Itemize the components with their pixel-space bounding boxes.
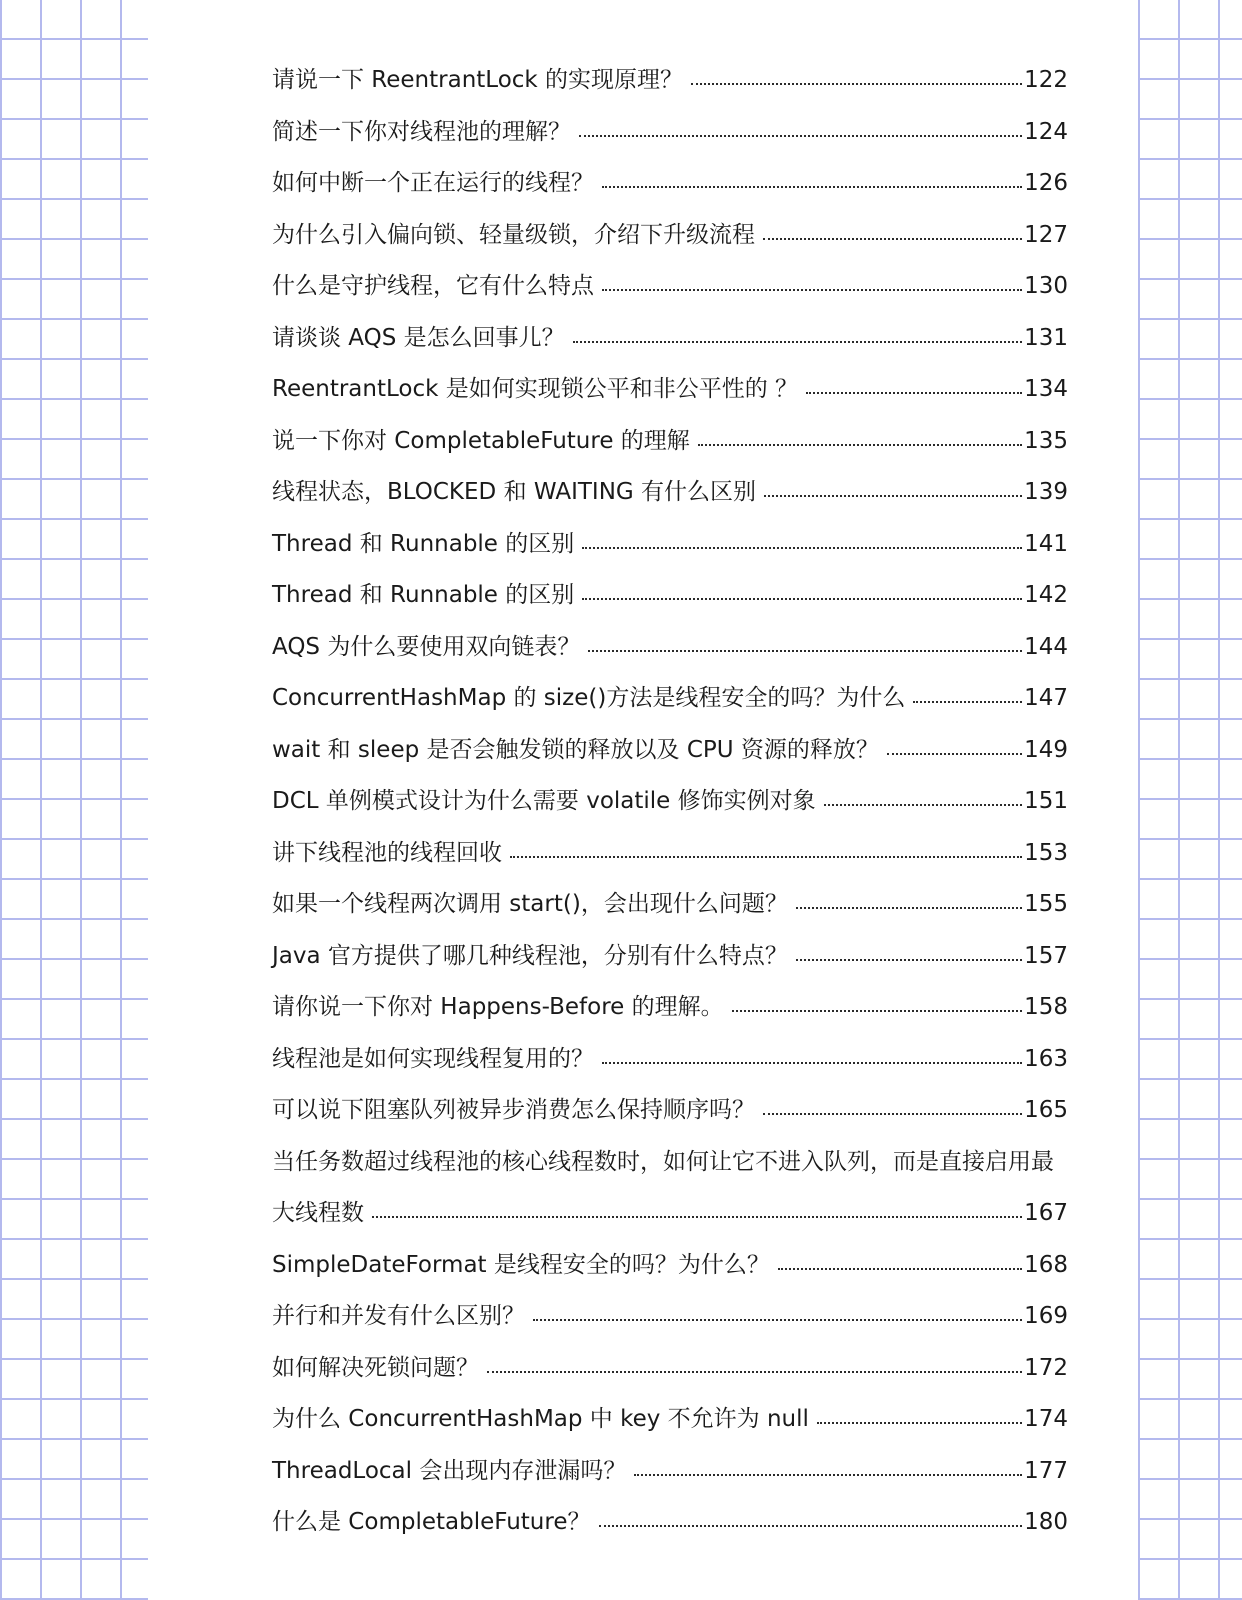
toc-entry-page-number: 134 xyxy=(1024,376,1068,402)
toc-dot-leader xyxy=(763,1113,1022,1115)
toc-entry-wrapped-line2[interactable] xyxy=(272,1188,1068,1240)
toc-entry-title: wait 和 sleep 是否会触发锁的释放以及 CPU 资源的释放？ xyxy=(272,736,879,763)
toc-entry-title: 如果一个线程两次调用 start()，会出现什么问题？ xyxy=(272,891,788,917)
toc-entry-title: 讲下线程池的线程回收 xyxy=(272,839,502,866)
toc-entry[interactable] xyxy=(272,158,1068,210)
toc-dot-leader xyxy=(582,598,1022,600)
toc-entry-page-number: 124 xyxy=(1024,118,1068,145)
toc-entry-title: 请你说一下你对 Happens-Before 的理解。 xyxy=(272,994,724,1020)
toc-entry-page-number: 168 xyxy=(1024,1251,1068,1278)
toc-dot-leader xyxy=(806,392,1022,394)
toc-dot-leader xyxy=(582,547,1022,549)
toc-dot-leader xyxy=(817,1422,1022,1424)
toc-entry-title: 请说一下 ReentrantLock 的实现原理？ xyxy=(272,67,684,93)
toc-entry-page-number: 122 xyxy=(1024,67,1068,93)
table-of-contents xyxy=(272,55,1068,1549)
toc-entry-page-number: 127 xyxy=(1024,221,1068,248)
toc-dot-leader xyxy=(487,1371,1022,1373)
toc-entry[interactable] xyxy=(272,828,1068,880)
toc-entry[interactable] xyxy=(272,776,1068,828)
toc-dot-leader xyxy=(796,959,1022,961)
toc-entry-title: 大线程数 xyxy=(272,1200,364,1226)
toc-entry-title: 请谈谈 AQS 是怎么回事儿？ xyxy=(272,324,565,351)
toc-entry[interactable] xyxy=(272,210,1068,262)
toc-entry-page-number: 149 xyxy=(1024,736,1068,763)
toc-entry-title: 说一下你对 CompletableFuture 的理解 xyxy=(272,427,690,454)
toc-entry-page-number: 157 xyxy=(1024,942,1068,969)
toc-entry[interactable] xyxy=(272,1240,1068,1292)
toc-dot-leader xyxy=(732,1010,1022,1012)
toc-entry[interactable] xyxy=(272,467,1068,519)
toc-entry-page-number: 141 xyxy=(1024,530,1068,557)
toc-dot-leader xyxy=(372,1216,1022,1218)
toc-entry[interactable] xyxy=(272,982,1068,1034)
toc-entry-page-number: 172 xyxy=(1024,1354,1068,1381)
toc-entry[interactable] xyxy=(272,1291,1068,1343)
toc-entry[interactable] xyxy=(272,1446,1068,1498)
toc-entry-title: 简述一下你对线程池的理解？ xyxy=(272,118,571,145)
toc-dot-leader xyxy=(691,83,1022,85)
toc-dot-leader xyxy=(764,495,1022,497)
toc-entry-title: ReentrantLock 是如何实现锁公平和非公平性的 ？ xyxy=(272,376,799,402)
toc-dot-leader xyxy=(913,701,1022,703)
toc-entry-title: 如何解决死锁问题？ xyxy=(272,1354,479,1381)
toc-entry-wrapped-line1[interactable]: 当任务数超过线程池的核心线程数时，如何让它不进入队列，而是直接启用最 xyxy=(272,1148,1054,1175)
document-page xyxy=(148,0,1138,1600)
toc-entry[interactable] xyxy=(272,1343,1068,1395)
toc-entry[interactable] xyxy=(272,261,1068,313)
toc-entry[interactable] xyxy=(272,1497,1068,1549)
toc-entry[interactable] xyxy=(272,622,1068,674)
toc-dot-leader xyxy=(579,135,1022,137)
toc-entry-page-number: 126 xyxy=(1024,170,1068,196)
toc-entry[interactable] xyxy=(272,416,1068,468)
toc-dot-leader xyxy=(887,753,1022,755)
toc-entry-page-number: 151 xyxy=(1024,788,1068,814)
toc-dot-leader xyxy=(510,856,1022,858)
toc-dot-leader xyxy=(602,1062,1022,1064)
toc-entry-page-number: 163 xyxy=(1024,1045,1068,1072)
left-grid-margin xyxy=(0,0,148,1600)
toc-dot-leader xyxy=(698,444,1022,446)
toc-dot-leader xyxy=(533,1319,1022,1321)
toc-entry[interactable] xyxy=(272,570,1068,622)
toc-entry-title: SimpleDateFormat 是线程安全的吗？为什么？ xyxy=(272,1251,770,1278)
toc-dot-leader xyxy=(588,650,1022,652)
toc-entry-page-number: 177 xyxy=(1024,1457,1068,1484)
toc-entry-title: ThreadLocal 会出现内存泄漏吗？ xyxy=(272,1457,627,1484)
toc-entry-page-number: 130 xyxy=(1024,273,1068,299)
toc-entry-title: 线程池是如何实现线程复用的？ xyxy=(272,1045,594,1072)
toc-entry-title: 并行和并发有什么区别？ xyxy=(272,1303,525,1329)
toc-entry-title: 可以说下阻塞队列被异步消费怎么保持顺序吗？ xyxy=(272,1097,755,1123)
toc-entry-title: 如何中断一个正在运行的线程？ xyxy=(272,170,594,196)
toc-entry-title: 线程状态，BLOCKED 和 WAITING 有什么区别 xyxy=(272,479,757,505)
toc-entry[interactable] xyxy=(272,519,1068,571)
toc-entry-page-number: 167 xyxy=(1024,1200,1068,1226)
toc-entry-page-number: 147 xyxy=(1024,685,1068,711)
toc-entry[interactable] xyxy=(272,673,1068,725)
toc-dot-leader xyxy=(824,804,1022,806)
toc-entry[interactable] xyxy=(272,1034,1068,1086)
toc-entry-page-number: 153 xyxy=(1024,839,1068,866)
toc-entry-title: Java 官方提供了哪几种线程池，分别有什么特点？ xyxy=(272,942,788,969)
toc-entry-page-number: 158 xyxy=(1024,994,1068,1020)
toc-dot-leader xyxy=(602,186,1022,188)
toc-entry[interactable] xyxy=(272,1394,1068,1446)
toc-entry-title: AQS 为什么要使用双向链表？ xyxy=(272,633,581,660)
toc-entry[interactable] xyxy=(272,107,1068,159)
toc-dot-leader xyxy=(602,289,1022,291)
toc-entry-page-number: 155 xyxy=(1024,891,1068,917)
toc-dot-leader xyxy=(599,1525,1023,1527)
toc-dot-leader xyxy=(573,341,1022,343)
toc-entry-page-number: 169 xyxy=(1024,1303,1068,1329)
toc-entry-title: DCL 单例模式设计为什么需要 volatile 修饰实例对象 xyxy=(272,788,816,814)
toc-entry-title: 什么是 CompletableFuture？ xyxy=(272,1509,591,1535)
toc-entry[interactable] xyxy=(272,725,1068,777)
toc-entry-title: 什么是守护线程，它有什么特点 xyxy=(272,273,594,299)
toc-dot-leader xyxy=(778,1268,1022,1270)
toc-entry-page-number: 174 xyxy=(1024,1406,1068,1432)
toc-entry-page-number: 180 xyxy=(1024,1509,1068,1535)
toc-dot-leader xyxy=(796,907,1022,909)
toc-entry-page-number: 165 xyxy=(1024,1097,1068,1123)
toc-entry-title: 为什么 ConcurrentHashMap 中 key 不允许为 null xyxy=(272,1406,809,1432)
toc-entry[interactable] xyxy=(272,1085,1068,1137)
toc-entry[interactable] xyxy=(272,313,1068,365)
toc-entry-title: 为什么引入偏向锁、轻量级锁，介绍下升级流程 xyxy=(272,221,755,248)
toc-entry[interactable] xyxy=(272,931,1068,983)
toc-entry[interactable] xyxy=(272,364,1068,416)
toc-entry-page-number: 135 xyxy=(1024,427,1068,454)
toc-entry-page-number: 144 xyxy=(1024,633,1068,660)
toc-dot-leader xyxy=(634,1474,1022,1476)
toc-dot-leader xyxy=(763,238,1022,240)
toc-entry[interactable] xyxy=(272,879,1068,931)
toc-entry-page-number: 142 xyxy=(1024,582,1068,608)
toc-entry-title: ConcurrentHashMap 的 size()方法是线程安全的吗？为什么 xyxy=(272,685,906,711)
toc-entry-page-number: 139 xyxy=(1024,479,1068,505)
toc-entry[interactable] xyxy=(272,55,1068,107)
toc-entry-title: Thread 和 Runnable 的区别 xyxy=(272,530,575,557)
right-grid-margin xyxy=(1138,0,1242,1600)
toc-entry-title: Thread 和 Runnable 的区别 xyxy=(272,582,575,608)
toc-entry-page-number: 131 xyxy=(1024,324,1068,351)
